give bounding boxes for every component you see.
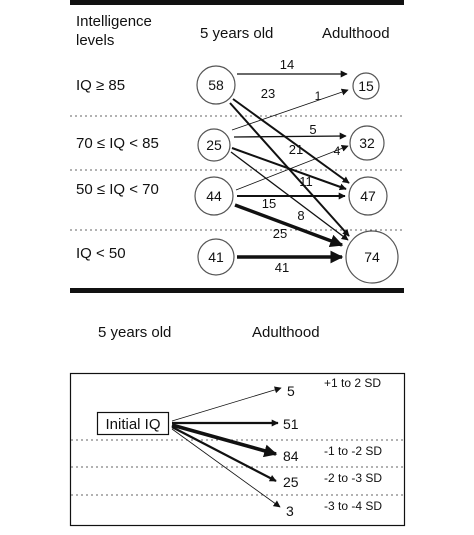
top-rule-top [70,0,404,5]
bottom-count-plus1-to-2sd: 5 [287,383,295,399]
sd-band-label: +1 to 2 SD [324,376,382,390]
levels-header-line2: levels [76,32,115,49]
level-label-mild: 50 ≤ IQ < 70 [76,181,159,198]
end-count-mild: 47 [360,188,376,204]
flow-label-58-to-15: 14 [279,57,295,72]
flow-label-25-to-74: 8 [297,208,305,223]
flow-label-44-to-74: 25 [272,226,288,241]
end-count-borderline: 32 [359,135,375,151]
sd-band-label: -3 to -4 SD [324,499,383,513]
bottom-count-minus2-to-3sd: 25 [283,474,299,490]
end-count-high: 15 [358,78,374,94]
flow-label-25-to-47: 11 [299,174,313,189]
start-count-high: 58 [208,77,224,93]
start-count-borderline: 25 [206,137,222,153]
level-label-severe: IQ < 50 [76,245,126,262]
initial-iq-label: Initial IQ [105,416,161,433]
flow-label-44-to-32: 4 [333,144,341,158]
flow-label-25-to-32: 5 [309,122,317,137]
level-label-borderline: 70 ≤ IQ < 85 [76,135,159,152]
bottom-count-minus3-to-4sd: 3 [286,503,294,519]
start-count-mild: 44 [206,188,222,204]
bottom-end-header: Adulthood [252,324,320,341]
end-count-severe: 74 [364,249,380,265]
sd-band-label: -1 to -2 SD [324,444,383,458]
flow-label-58-to-74: 21 [288,142,304,157]
flow-label-25-to-15: 1 [314,89,322,103]
end-column-header: Adulthood [322,25,390,42]
start-count-severe: 41 [208,249,224,265]
flow-arrow-25-to-32 [234,136,346,137]
top-rule-bottom [70,288,404,293]
flow-label-44-to-47: 15 [261,196,277,211]
level-label-high: IQ ≥ 85 [76,77,126,94]
start-column-header: 5 years old [200,25,274,42]
bottom-count-normal: 51 [283,416,299,432]
bottom-start-header: 5 years old [98,324,172,341]
bottom-count-minus1-to-2sd: 84 [283,448,299,464]
sd-band-label: -2 to -3 SD [324,471,383,485]
levels-header-line1: Intelligence [76,13,152,30]
flow-label-58-to-47: 23 [260,86,276,101]
flow-label-41-to-74: 41 [274,260,290,275]
